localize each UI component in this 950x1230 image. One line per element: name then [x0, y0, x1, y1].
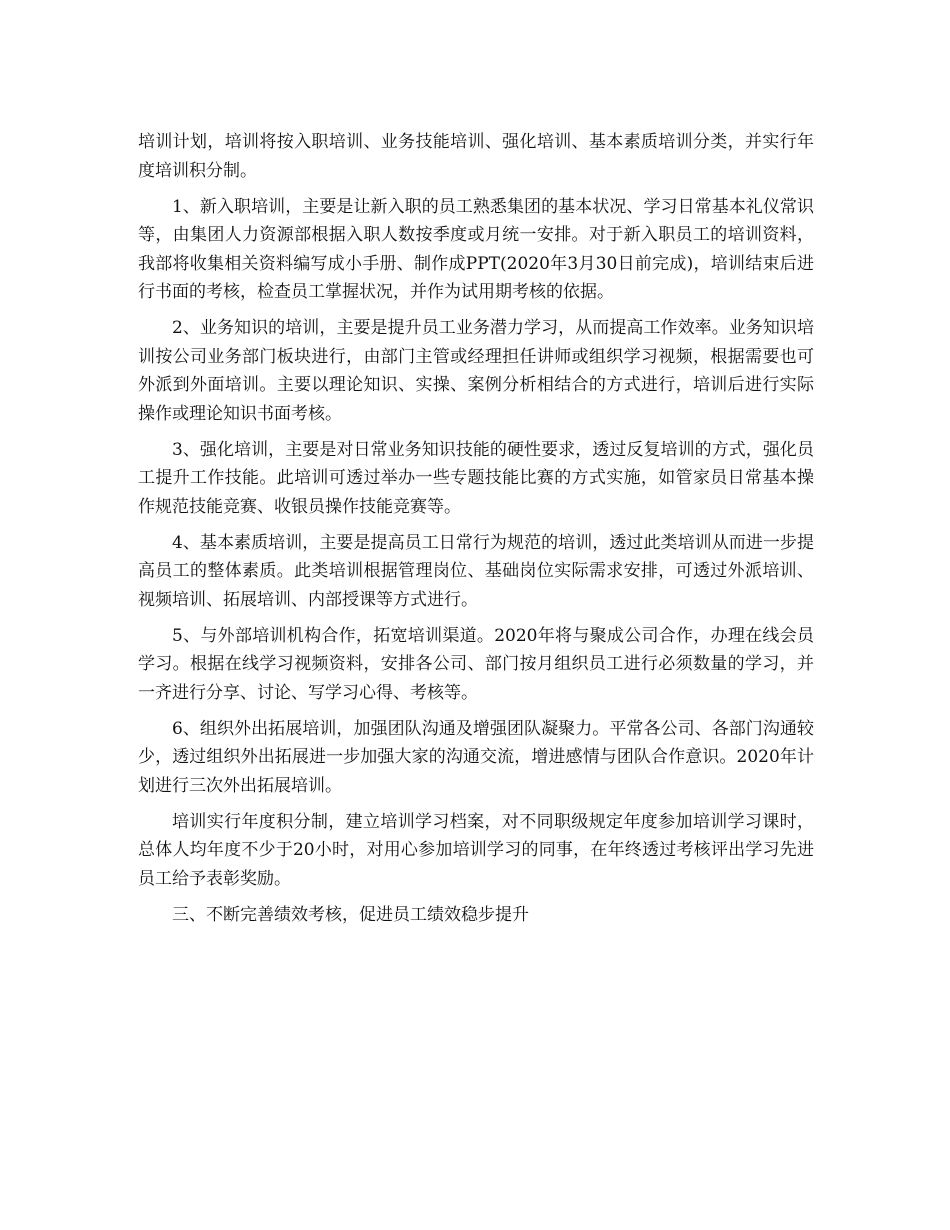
- paragraph-new-hire-training: 1、新入职培训，主要是让新入职的员工熟悉集团的基本状况、学习日常基本礼仪常识等，由集团人力资源部根据入职人数按季度或月统一安排。对于新入职员工的培训资料，我部将收集相关资料编写成小手册、制作成PPT(2020年3月30日前完成)，培训结束后进行书面的考核，检查员工掌握状况，并作为试用期考核的依据。: [138, 196, 814, 302]
- paragraph-basic-quality-training: 4、基本素质培训，主要是提高员工日常行为规范的培训，透过此类培训从而进一步提高员工的整体素质。此类培训根据管理岗位、基础岗位实际需求安排，可透过外派培训、视频培训、拓展培训、内部授课等方式进行。: [138, 532, 814, 610]
- paragraph-training-plan-continued: 培训计划，培训将按入职培训、业务技能培训、强化培训、基本素质培训分类，并实行年度培训积分制。: [138, 132, 814, 181]
- document-body: [138, 128, 814, 937]
- paragraph-external-cooperation: 5、与外部培训机构合作，拓宽培训渠道。2020年将与聚成公司合作，办理在线会员学习。根据在线学习视频资料，安排各公司、部门按月组织员工进行必须数量的学习，并一齐进行分享、讨论、写学习心得、考核等。: [138, 625, 814, 703]
- paragraph-annual-credit-system: 培训实行年度积分制，建立培训学习档案，对不同职级规定年度参加培训学习课时，总体人均年度不少于20小时，对用心参加培训学习的同事，在年终透过考核评出学习先进员工给予表彰奖励。: [138, 811, 814, 889]
- paragraph-business-knowledge-training: 2、业务知识的培训，主要是提升员工业务潜力学习，从而提高工作效率。业务知识培训按公司业务部门板块进行，由部门主管或经理担任讲师或组织学习视频，根据需要也可外派到外面培训。主要以理论知识、实操、案例分析相结合的方式进行，培训后进行实际操作或理论知识书面考核。: [138, 318, 814, 424]
- section-heading-performance-review: 三、不断完善绩效考核，促进员工绩效稳步提升: [172, 904, 529, 925]
- paragraph-outdoor-expansion-training: 6、组织外出拓展培训，加强团队沟通及增强团队凝聚力。平常各公司、各部门沟通较少，透过组织外出拓展进一步加强大家的沟通交流，增进感情与团队合作意识。2020年计划进行三次外出拓展培训。: [138, 718, 814, 796]
- paragraph-intensive-training: 3、强化培训，主要是对日常业务知识技能的硬性要求，透过反复培训的方式，强化员工提升工作技能。此培训可透过举办一些专题技能比赛的方式实施，如管家员日常基本操作规范技能竞赛、收银员操作技能竞赛等。: [138, 439, 814, 517]
